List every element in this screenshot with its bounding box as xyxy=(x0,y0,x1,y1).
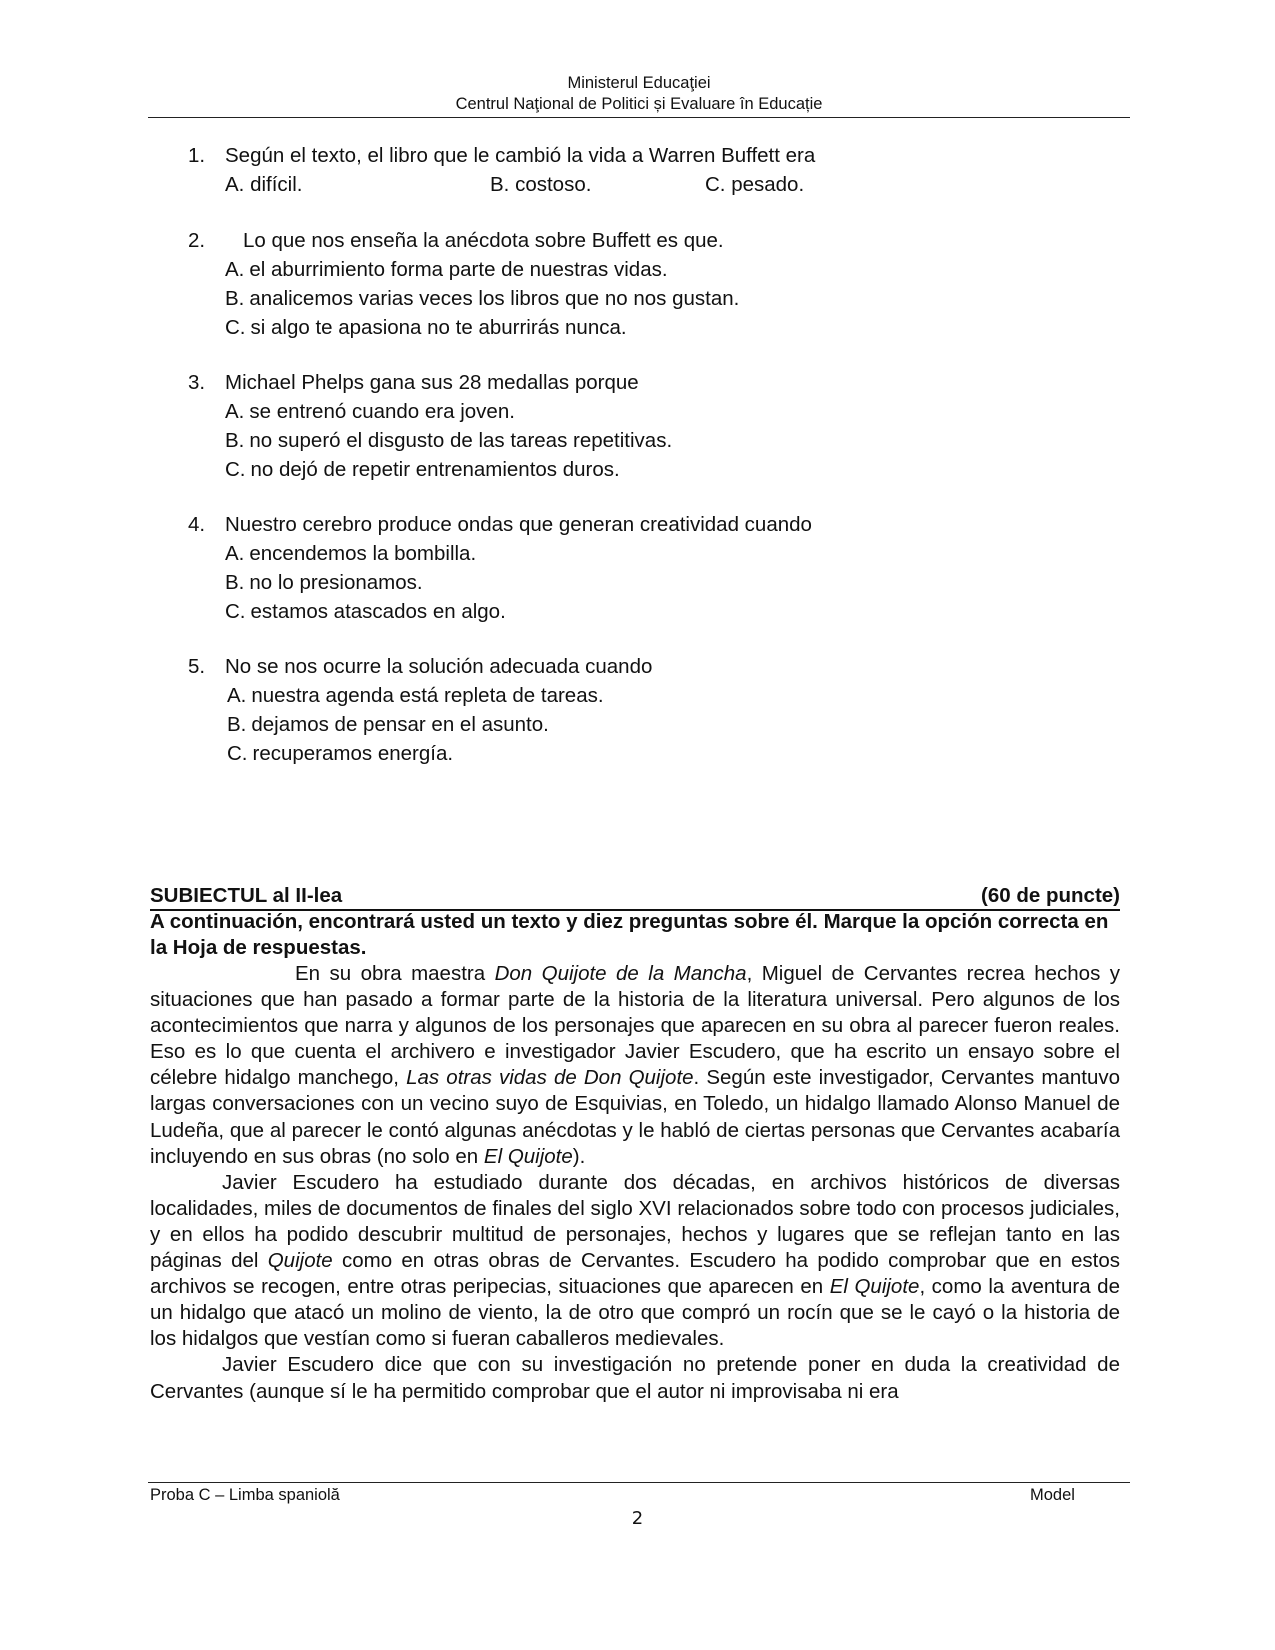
essay-title: Las otras vidas de Don Quijote xyxy=(406,1066,694,1090)
option-c: C. no dejó de repetir entrenamientos duros. xyxy=(225,458,620,481)
option-a: A. el aburrimiento forma parte de nuestras vidas. xyxy=(225,258,668,281)
option-b: B. no lo presionamos. xyxy=(225,571,423,594)
passage-paragraph-2: Javier Escudero ha estudiado durante dos décadas, en archivos históricos de diversas localidades, miles de documentos de finales del siglo XVI relacionados sobre todo con procesos judiciales, y en ellos ha podido descubrir multitud de personajes, hechos y lugares que se reflejan tanto en las páginas del Quijote como en otras obras de Cervantes. Escudero ha podido comprobar que en estos archivos se recogen, entre otras peripecias, situaciones que aparecen en El Quijote, como la aventura de un hidalgo que atacó un molino de viento, la de otro que compró un rocín que se le cayó o la historia de los hidalgos que vestían como si fueran caballeros medievales. xyxy=(150,1170,1120,1351)
option-c: C. recuperamos energía. xyxy=(227,742,454,765)
page-number: 2 xyxy=(631,1508,644,1529)
question-number: 4. xyxy=(188,513,206,536)
ministry-name: Ministerul Educaţiei xyxy=(567,74,711,92)
question-5 xyxy=(188,653,1088,768)
option-a: A. difícil. xyxy=(225,173,303,196)
option-b: B. analicemos varias veces los libros que no nos gustan. xyxy=(225,287,740,310)
option-c: C. si algo te apasiona no te aburrirás nunca. xyxy=(225,316,627,339)
question-stem: Lo que nos enseña la anécdota sobre Buffett es que. xyxy=(243,229,724,252)
page-header xyxy=(148,73,1130,118)
option-c: C. estamos atascados en algo. xyxy=(225,600,506,623)
question-stem: Según el texto, el libro que le cambió la vida a Warren Buffett era xyxy=(225,144,816,167)
reading-passage xyxy=(150,961,1120,1405)
options-row xyxy=(188,171,1088,199)
passage-paragraph-1: En su obra maestra Don Quijote de la Mancha, Miguel de Cervantes recrea hechos y situaciones que han pasado a formar parte de la historia de la literatura universal. Pero algunos de los acontecimientos que narra y algunos de los personajes que aparecen en su obra al parecer fueron reales. Eso es lo que cuenta el archivero e investigador Javier Escudero, que ha escrito un ensayo sobre el célebre hidalgo manchego, Las otras vidas de Don Quijote. Según este investigador, Cervantes mantuvo largas conversaciones con un vecino suyo de Esquivias, en Toledo, un hidalgo llamado Alonso Manuel de Ludeña, que al parecer le contó algunas anécdotas y le habló de ciertas personas que Cervantes acabaría incluyendo en sus obras (no solo en El Quijote). xyxy=(150,962,1121,1168)
option-a: A. nuestra agenda está repleta de tareas. xyxy=(227,684,604,707)
question-number: 1. xyxy=(188,144,206,167)
footer-model-label: Model xyxy=(1030,1486,1075,1504)
option-a: A. se entrenó cuando era joven. xyxy=(225,400,515,423)
question-stem: Michael Phelps gana sus 28 medallas porque xyxy=(225,371,639,394)
footer-exam-name: Proba C – Limba spaniolă xyxy=(150,1486,340,1504)
question-stem: No se nos ocurre la solución adecuada cuando xyxy=(225,655,653,678)
book-title: Quijote xyxy=(267,1249,333,1273)
question-2 xyxy=(188,227,1088,342)
option-b: B. no superó el disgusto de las tareas repetitivas. xyxy=(225,429,673,452)
book-title: Don Quijote de la Mancha xyxy=(494,962,747,985)
center-name: Centrul Naţional de Politici și Evaluare în Educație xyxy=(455,95,823,113)
section-points: (60 de puncte) xyxy=(981,884,1120,907)
footer-divider xyxy=(148,1482,1130,1483)
question-4 xyxy=(188,511,1088,626)
book-title: El Quijote xyxy=(829,1275,920,1299)
question-3 xyxy=(188,369,1088,484)
question-stem: Nuestro cerebro produce ondas que generan creatividad cuando xyxy=(225,513,812,536)
book-title: El Quijote xyxy=(483,1144,573,1168)
section-heading xyxy=(150,883,1120,911)
option-c: C. pesado. xyxy=(705,173,805,196)
option-b: B. costoso. xyxy=(490,173,592,196)
section-title: SUBIECTUL al II-lea xyxy=(150,884,343,907)
option-a: A. encendemos la bombilla. xyxy=(225,542,477,565)
question-1 xyxy=(188,142,1088,199)
question-number: 2. xyxy=(188,229,206,252)
passage-paragraph-3: Javier Escudero dice que con su investigación no pretende poner en duda la creatividad de Cervantes (aunque sí le ha permitido comprobar que el autor ni improvisaba ni era xyxy=(150,1353,1120,1403)
question-number: 5. xyxy=(188,655,206,678)
question-number: 3. xyxy=(188,371,206,394)
section-instructions: A continuación, encontrará usted un texto y diez preguntas sobre él. Marque la opción correcta en la Hoja de respuestas. xyxy=(150,910,1109,959)
option-b: B. dejamos de pensar en el asunto. xyxy=(227,713,549,736)
